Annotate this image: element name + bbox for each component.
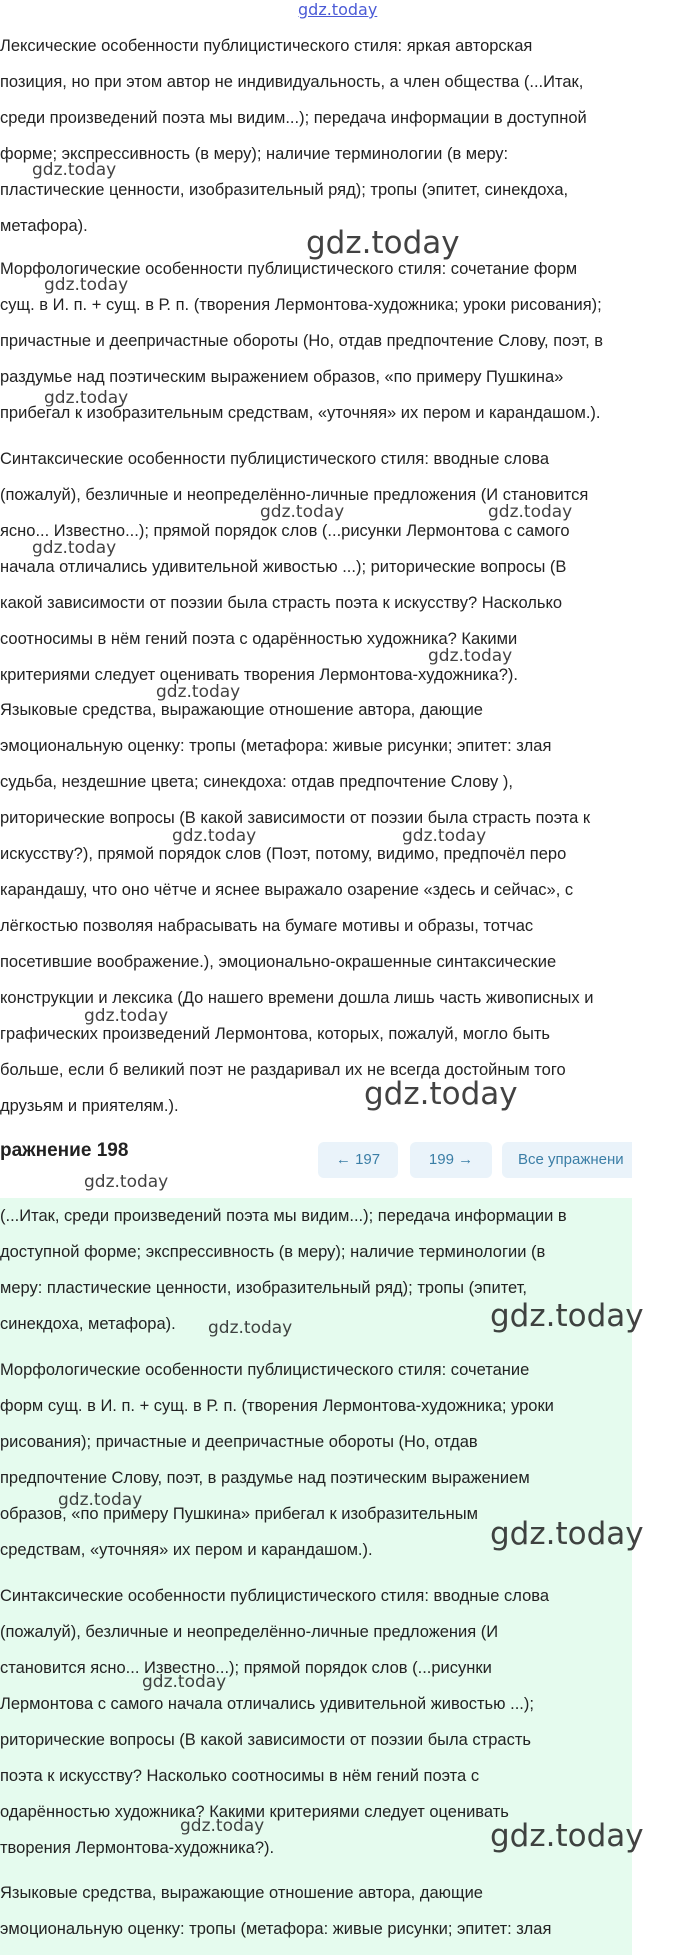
- watermark: gdz.today: [180, 1816, 265, 1836]
- text-line: эмоциональную оценку: тропы (метафора: живые рисунки; эпитет: злая: [0, 737, 552, 755]
- text-line: рисования); причастные и деепричастные обороты (Но, отдав: [0, 1433, 478, 1451]
- text-line: эмоциональную оценку: тропы (метафора: живые рисунки; эпитет: злая: [0, 1920, 552, 1938]
- text-line: Языковые средства, выражающие отношение автора, дающие: [0, 701, 483, 719]
- watermark: gdz.today: [156, 682, 241, 702]
- text-line: доступной форме; экспрессивность (в меру); наличие терминологии (в: [0, 1243, 546, 1261]
- text-line: друзьям и приятелям.).: [0, 1097, 179, 1115]
- watermark: gdz.today: [490, 1298, 644, 1334]
- watermark: gdz.today: [172, 826, 257, 846]
- watermark: gdz.today: [208, 1318, 293, 1338]
- text-line: становится ясно... Известно...); прямой порядок слов (...рисунки: [0, 1659, 492, 1677]
- arrow-left-icon: ←: [335, 1151, 351, 1168]
- text-line: Языковые средства, выражающие отношение автора, дающие: [0, 1884, 483, 1902]
- watermark: gdz.today: [142, 1672, 227, 1692]
- text-line: одарённостью художника? Какими критериями следует оценивать: [0, 1803, 509, 1821]
- text-line: образов, «по примеру Пушкина» прибегал к изобразительным: [0, 1505, 478, 1523]
- all-exercises-button[interactable]: [502, 1142, 632, 1178]
- text-line: пластические ценности, изобразительный ряд); тропы (эпитет, синекдоха,: [0, 181, 569, 199]
- text-line: лёгкостью позволяя набрасывать на бумаге мотивы и образы, тотчас: [0, 917, 534, 935]
- text-line: Морфологические особенности публицистического стиля: сочетание: [0, 1361, 530, 1379]
- watermark: gdz.today: [84, 1006, 169, 1026]
- text-line: соотносимы в нём гений поэта с одарённостью художника? Какими: [0, 630, 518, 648]
- text-line: синекдоха, метафора).: [0, 1315, 176, 1333]
- text-line: форм сущ. в И. п. + сущ. в Р. п. (творения Лермонтова-художника; уроки: [0, 1397, 554, 1415]
- text-line: графических произведений Лермонтова, которых, пожалуй, могло быть: [0, 1025, 550, 1043]
- paragraph-lexical: [0, 28, 675, 244]
- text-line: форме; экспрессивность (в меру); наличие терминологии (в меру:: [0, 145, 509, 163]
- text-line: творения Лермонтова-художника?).: [0, 1839, 275, 1857]
- next-exercise-button[interactable]: [410, 1142, 492, 1178]
- text-line: метафора).: [0, 217, 88, 235]
- text-line: Синтаксические особенности публицистического стиля: вводные слова: [0, 1587, 550, 1605]
- text-line: какой зависимости от поэзии была страсть поэта к искусству? Насколько: [0, 594, 563, 612]
- text-line: Морфологические особенности публицистического стиля: сочетание форм: [0, 260, 578, 278]
- text-line: посетившие воображение.), эмоционально-окрашенные синтаксические: [0, 953, 557, 971]
- text-line: (пожалуй), безличные и неопределённо-личные предложения (И становится: [0, 486, 589, 504]
- text-line: позиция, но при этом автор не индивидуальность, а член общества (...Итак,: [0, 73, 584, 91]
- all-exercises-label: Все упражнени: [518, 1151, 624, 1168]
- watermark: gdz.today: [32, 538, 117, 558]
- text-line: меру: пластические ценности, изобразительный ряд); тропы (эпитет,: [0, 1279, 528, 1297]
- watermark: gdz.today: [260, 502, 345, 522]
- watermark: gdz.today: [490, 1516, 644, 1552]
- text-line: риторические вопросы (В какой зависимости от поэзии была страсть: [0, 1731, 531, 1749]
- paragraph-language-means: [0, 692, 675, 1124]
- watermark: gdz.today: [44, 275, 129, 295]
- text-line: судьба, нездешние цвета; синекдоха: отдав предпочтение Слову ),: [0, 773, 513, 791]
- watermark: gdz.today: [306, 225, 460, 261]
- watermark: gdz.today: [428, 646, 513, 666]
- arrow-right-icon: →: [458, 1151, 474, 1168]
- text-line: искусству?), прямой порядок слов (Поэт, потому, видимо, предпочёл перо: [0, 845, 567, 863]
- watermark: gdz.today: [32, 160, 117, 180]
- answer-paragraph: [0, 1875, 632, 1947]
- text-line: Лексические особенности публицистического стиля: яркая авторская: [0, 37, 533, 55]
- prev-exercise-label: 197: [355, 1151, 381, 1168]
- text-line: среди произведений поэта мы видим...); передача информации в доступной: [0, 109, 587, 127]
- text-line: Лермонтова с самого начала отличались удивительной живостью ...);: [0, 1695, 534, 1713]
- watermark: gdz.today: [84, 1172, 169, 1192]
- text-line: Синтаксические особенности публицистического стиля: вводные слова: [0, 450, 550, 468]
- text-line: ясно... Известно...); прямой порядок слов (...рисунки Лермонтова с самого: [0, 522, 570, 540]
- text-line: раздумье над поэтическим выражением образов, «по примеру Пушкина»: [0, 368, 564, 386]
- text-line: (пожалуй), безличные и неопределённо-личные предложения (И: [0, 1623, 499, 1641]
- text-line: (...Итак, среди произведений поэта мы видим...); передача информации в: [0, 1207, 567, 1225]
- watermark: gdz.today: [364, 1076, 518, 1112]
- text-line: карандашу, что оно чётче и яснее выражало озарение «здесь и сейчас», с: [0, 881, 574, 899]
- text-line: больше, если б великий поэт не раздаривал их не всегда достойным того: [0, 1061, 566, 1079]
- text-line: предпочтение Слову, поэт, в раздумье над поэтическим выражением: [0, 1469, 530, 1487]
- text-line: начала отличались удивительной живостью ...); риторические вопросы (В: [0, 558, 567, 576]
- watermark: gdz.today: [44, 388, 129, 408]
- text-line: поэта к искусству? Насколько соотносимы в нём гений поэта с: [0, 1767, 480, 1785]
- exercise-title: ражнение 198: [0, 1140, 129, 1161]
- watermark: gdz.today: [488, 502, 573, 522]
- text-line: средствам, «уточняя» их пером и карандашом.).: [0, 1541, 373, 1559]
- text-line: сущ. в И. п. + сущ. в Р. п. (творения Лермонтова-художника; уроки рисования);: [0, 296, 602, 314]
- text-line: прибегал к изобразительным средствам, «уточняя» их пером и карандашом.).: [0, 404, 601, 422]
- next-exercise-label: 199: [428, 1151, 454, 1168]
- text-line: причастные и деепричастные обороты (Но, отдав предпочтение Слову, поэт, в: [0, 332, 604, 350]
- site-watermark-link[interactable]: gdz.today: [298, 0, 378, 19]
- watermark: gdz.today: [490, 1818, 644, 1854]
- text-line: риторические вопросы (В какой зависимости от поэзии была страсть поэта к: [0, 809, 591, 827]
- text-line: конструкции и лексика (До нашего времени дошла лишь часть живописных и: [0, 989, 594, 1007]
- prev-exercise-button[interactable]: [318, 1142, 398, 1178]
- text-line: критериями следует оценивать творения Лермонтова-художника?).: [0, 666, 518, 684]
- watermark: gdz.today: [402, 826, 487, 846]
- paragraph-syntactic: [0, 441, 675, 693]
- watermark: gdz.today: [58, 1490, 143, 1510]
